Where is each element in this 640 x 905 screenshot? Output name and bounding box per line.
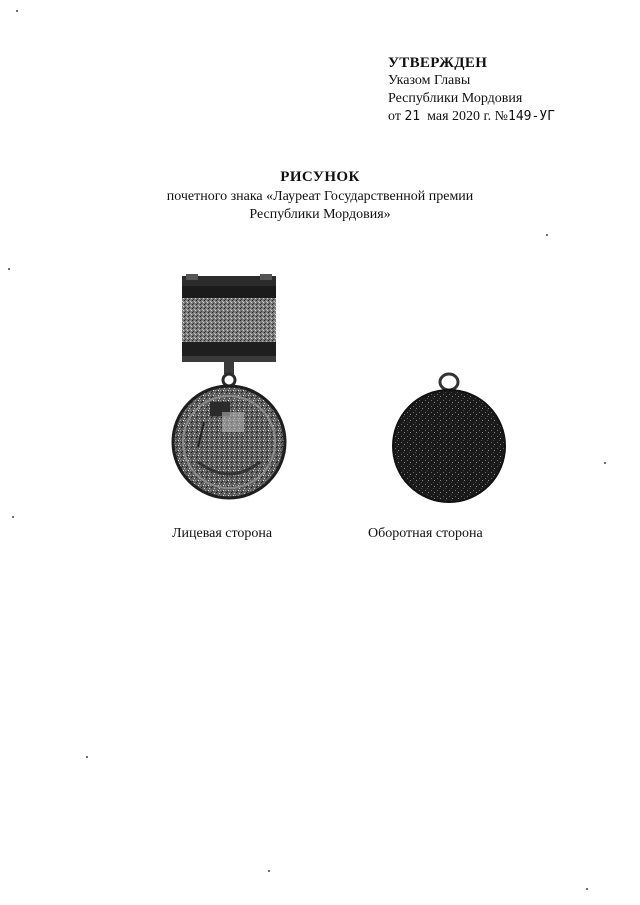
- caption-back: Оборотная сторона: [368, 526, 483, 541]
- scan-speck: [12, 516, 14, 518]
- approval-day: 21: [404, 109, 421, 124]
- scan-speck: [8, 268, 10, 270]
- approval-stamp: [388, 54, 555, 126]
- scan-speck: [586, 888, 588, 890]
- title-line-1: почетного знака «Лауреат Государственной премии: [166, 189, 474, 204]
- scan-speck: [86, 756, 88, 758]
- medal-front-image: [168, 272, 288, 512]
- scan-speck: [604, 462, 606, 464]
- document-heading: РИСУНОК: [280, 169, 360, 185]
- scan-speck: [546, 234, 548, 236]
- approval-line-1: Указом Главы: [388, 73, 471, 88]
- medal-back-image: [388, 368, 508, 508]
- approval-heading: УТВЕРЖДЕН: [388, 55, 488, 71]
- approval-date-prefix: от: [388, 109, 401, 124]
- approval-date-line: [388, 108, 555, 126]
- title-block: [0, 168, 640, 224]
- title-line-2: Республики Мордовия»: [249, 207, 391, 222]
- approval-date-middle: мая 2020 г. №: [427, 109, 509, 124]
- scan-speck: [268, 870, 270, 872]
- caption-front: Лицевая сторона: [172, 526, 273, 541]
- approval-line-2: Республики Мордовия: [388, 91, 523, 106]
- approval-number: 149-УГ: [508, 109, 555, 124]
- scan-speck: [16, 10, 18, 12]
